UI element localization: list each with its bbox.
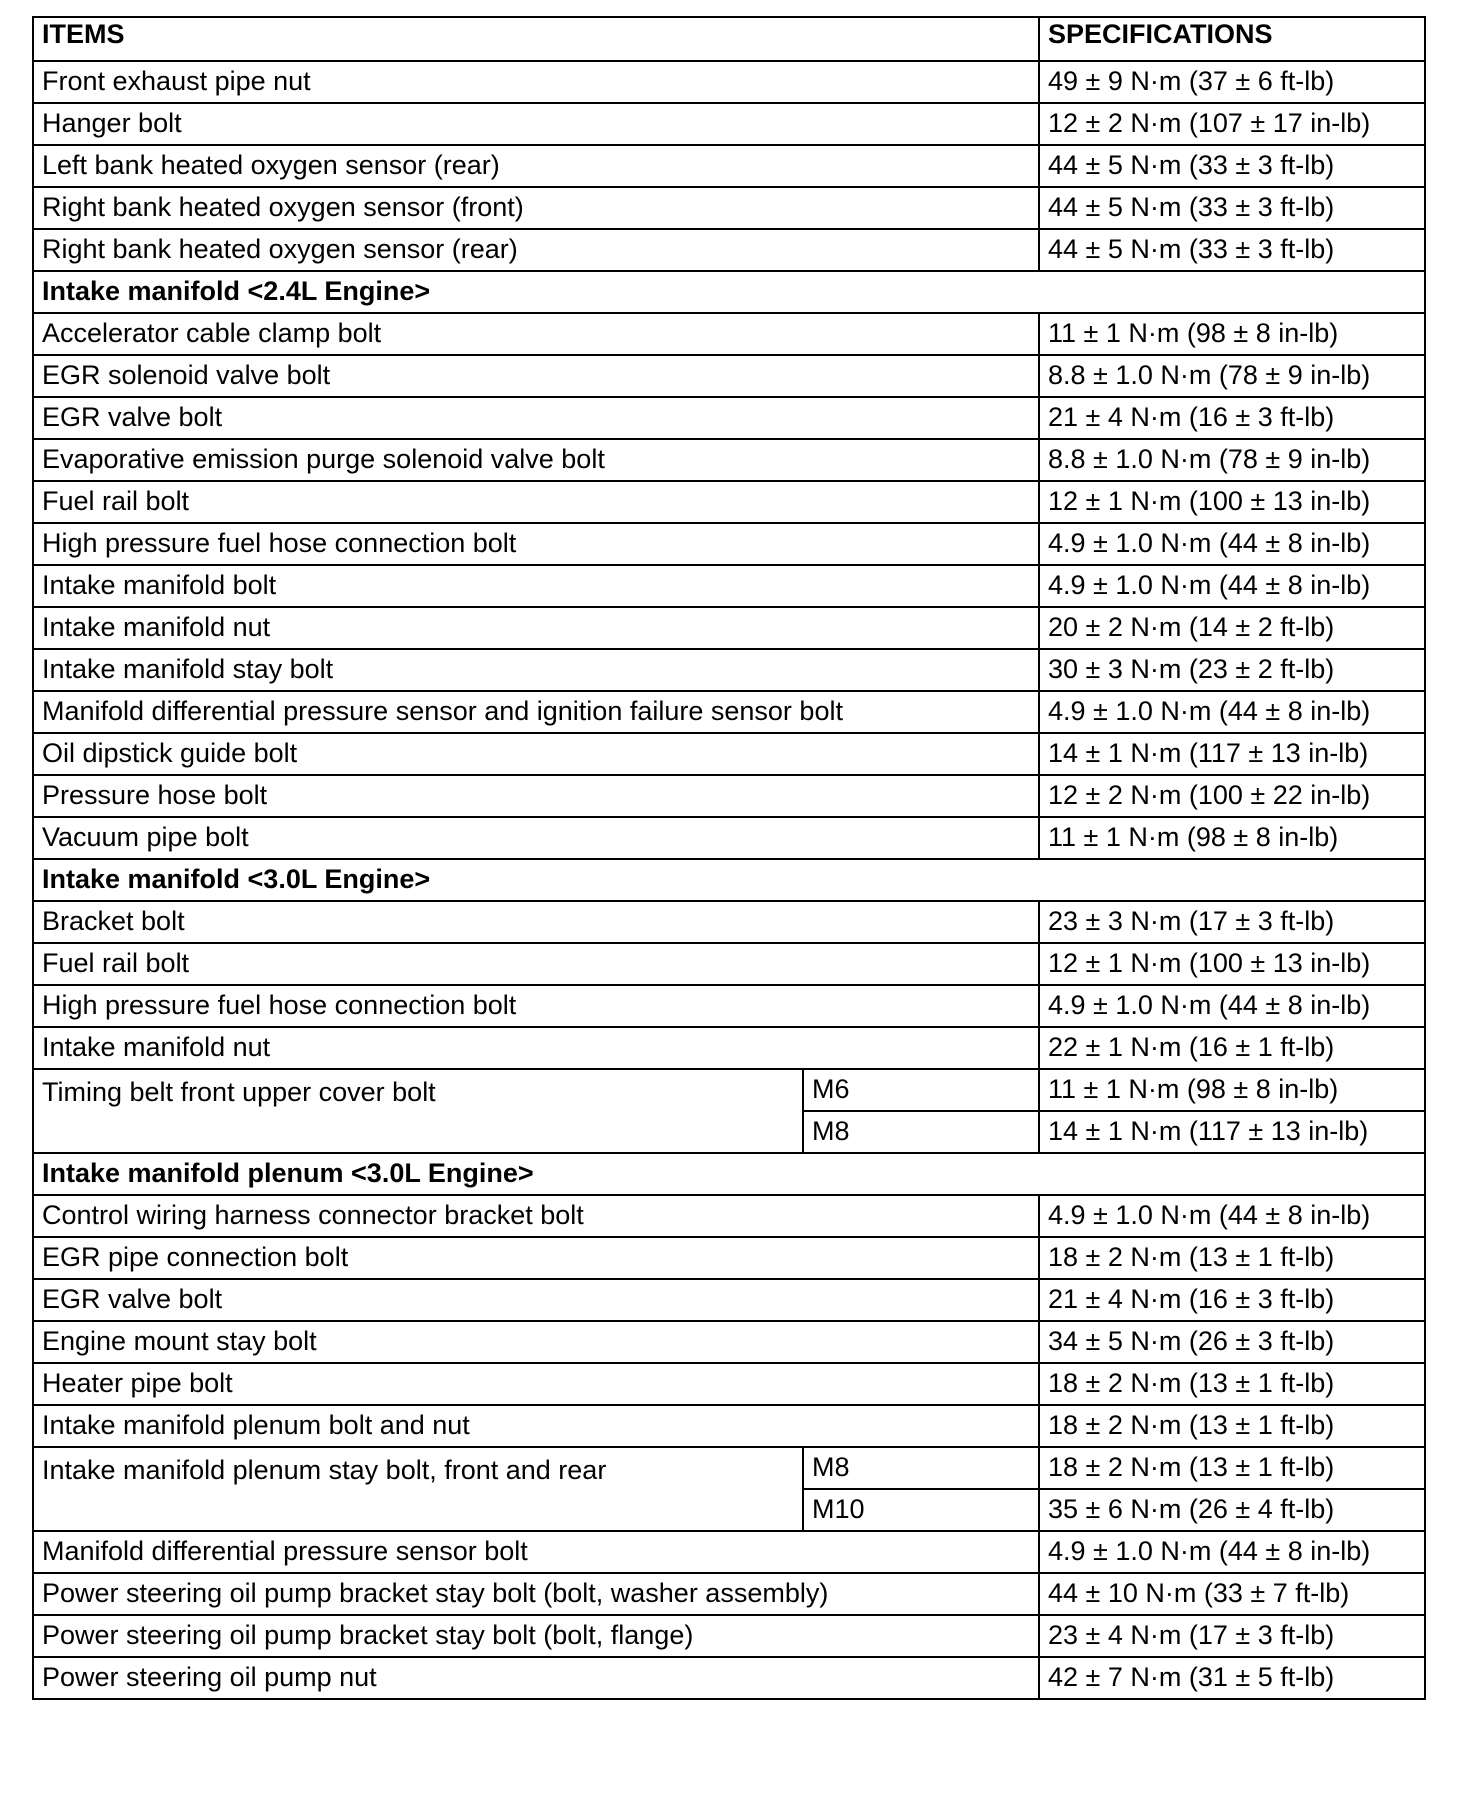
items-header: ITEMS bbox=[33, 17, 1039, 61]
item-cell: Intake manifold nut bbox=[33, 1027, 1039, 1069]
item-cell: Right bank heated oxygen sensor (front) bbox=[33, 187, 1039, 229]
spec-cell: 42 ± 7 N·m (31 ± 5 ft-lb) bbox=[1039, 1657, 1425, 1699]
table-row bbox=[33, 1195, 1425, 1237]
item-cell: Timing belt front upper cover bolt bbox=[33, 1069, 803, 1153]
section-row bbox=[33, 271, 1425, 313]
size-cell: M10 bbox=[803, 1489, 1039, 1531]
item-cell: EGR valve bolt bbox=[33, 1279, 1039, 1321]
section-title: Intake manifold <2.4L Engine> bbox=[33, 271, 1425, 313]
table-row bbox=[33, 1531, 1425, 1573]
item-cell: Intake manifold stay bolt bbox=[33, 649, 1039, 691]
spec-cell: 14 ± 1 N·m (117 ± 13 in-lb) bbox=[1039, 733, 1425, 775]
spec-cell: 18 ± 2 N·m (13 ± 1 ft-lb) bbox=[1039, 1237, 1425, 1279]
spec-cell: 8.8 ± 1.0 N·m (78 ± 9 in-lb) bbox=[1039, 355, 1425, 397]
spec-cell: 12 ± 2 N·m (100 ± 22 in-lb) bbox=[1039, 775, 1425, 817]
spec-cell: 4.9 ± 1.0 N·m (44 ± 8 in-lb) bbox=[1039, 565, 1425, 607]
item-cell: Accelerator cable clamp bolt bbox=[33, 313, 1039, 355]
table-row bbox=[33, 691, 1425, 733]
item-cell: Power steering oil pump nut bbox=[33, 1657, 1039, 1699]
table-row bbox=[33, 985, 1425, 1027]
table-row bbox=[33, 565, 1425, 607]
table-row bbox=[33, 1237, 1425, 1279]
item-cell: Fuel rail bolt bbox=[33, 943, 1039, 985]
item-cell: Manifold differential pressure sensor and ignition failure sensor bolt bbox=[33, 691, 1039, 733]
spec-cell: 12 ± 1 N·m (100 ± 13 in-lb) bbox=[1039, 481, 1425, 523]
spec-cell: 14 ± 1 N·m (117 ± 13 in-lb) bbox=[1039, 1111, 1425, 1153]
spec-cell: 18 ± 2 N·m (13 ± 1 ft-lb) bbox=[1039, 1447, 1425, 1489]
spec-cell: 11 ± 1 N·m (98 ± 8 in-lb) bbox=[1039, 313, 1425, 355]
size-cell: M8 bbox=[803, 1447, 1039, 1489]
table-row bbox=[33, 313, 1425, 355]
spec-cell: 49 ± 9 N·m (37 ± 6 ft-lb) bbox=[1039, 61, 1425, 103]
item-cell: Left bank heated oxygen sensor (rear) bbox=[33, 145, 1039, 187]
spec-cell: 23 ± 4 N·m (17 ± 3 ft-lb) bbox=[1039, 1615, 1425, 1657]
spec-cell: 18 ± 2 N·m (13 ± 1 ft-lb) bbox=[1039, 1405, 1425, 1447]
spec-cell: 4.9 ± 1.0 N·m (44 ± 8 in-lb) bbox=[1039, 523, 1425, 565]
size-cell: M6 bbox=[803, 1069, 1039, 1111]
table-row bbox=[33, 103, 1425, 145]
specifications-header: SPECIFICATIONS bbox=[1039, 17, 1425, 61]
table-row bbox=[33, 1405, 1425, 1447]
spec-cell: 21 ± 4 N·m (16 ± 3 ft-lb) bbox=[1039, 397, 1425, 439]
spec-cell: 4.9 ± 1.0 N·m (44 ± 8 in-lb) bbox=[1039, 985, 1425, 1027]
table-row bbox=[33, 1615, 1425, 1657]
table-row bbox=[33, 229, 1425, 271]
spec-cell: 12 ± 2 N·m (107 ± 17 in-lb) bbox=[1039, 103, 1425, 145]
item-cell: Power steering oil pump bracket stay bolt (bolt, washer assembly) bbox=[33, 1573, 1039, 1615]
table-row bbox=[33, 943, 1425, 985]
table-row bbox=[33, 1573, 1425, 1615]
table-row bbox=[33, 145, 1425, 187]
table-row bbox=[33, 481, 1425, 523]
spec-cell: 44 ± 5 N·m (33 ± 3 ft-lb) bbox=[1039, 145, 1425, 187]
table-row bbox=[33, 355, 1425, 397]
spec-cell: 44 ± 10 N·m (33 ± 7 ft-lb) bbox=[1039, 1573, 1425, 1615]
spec-cell: 44 ± 5 N·m (33 ± 3 ft-lb) bbox=[1039, 187, 1425, 229]
item-cell: Intake manifold nut bbox=[33, 607, 1039, 649]
item-cell: EGR solenoid valve bolt bbox=[33, 355, 1039, 397]
table-row bbox=[33, 1657, 1425, 1699]
item-cell: Engine mount stay bolt bbox=[33, 1321, 1039, 1363]
table-row bbox=[33, 901, 1425, 943]
table-row bbox=[33, 523, 1425, 565]
spec-cell: 8.8 ± 1.0 N·m (78 ± 9 in-lb) bbox=[1039, 439, 1425, 481]
table-row bbox=[33, 1447, 1425, 1489]
spec-cell: 20 ± 2 N·m (14 ± 2 ft-lb) bbox=[1039, 607, 1425, 649]
spec-cell: 35 ± 6 N·m (26 ± 4 ft-lb) bbox=[1039, 1489, 1425, 1531]
spec-cell: 18 ± 2 N·m (13 ± 1 ft-lb) bbox=[1039, 1363, 1425, 1405]
size-cell: M8 bbox=[803, 1111, 1039, 1153]
spec-cell: 22 ± 1 N·m (16 ± 1 ft-lb) bbox=[1039, 1027, 1425, 1069]
table-row bbox=[33, 1321, 1425, 1363]
table-row bbox=[33, 61, 1425, 103]
table-row bbox=[33, 607, 1425, 649]
table-row bbox=[33, 733, 1425, 775]
item-cell: Control wiring harness connector bracket bolt bbox=[33, 1195, 1039, 1237]
spec-cell: 23 ± 3 N·m (17 ± 3 ft-lb) bbox=[1039, 901, 1425, 943]
torque-spec-table bbox=[32, 16, 1426, 1700]
item-cell: Evaporative emission purge solenoid valve bolt bbox=[33, 439, 1039, 481]
table-row bbox=[33, 1279, 1425, 1321]
table-row bbox=[33, 1363, 1425, 1405]
table-row bbox=[33, 187, 1425, 229]
section-row bbox=[33, 1153, 1425, 1195]
item-cell: Bracket bolt bbox=[33, 901, 1039, 943]
spec-cell: 34 ± 5 N·m (26 ± 3 ft-lb) bbox=[1039, 1321, 1425, 1363]
section-row bbox=[33, 859, 1425, 901]
spec-cell: 21 ± 4 N·m (16 ± 3 ft-lb) bbox=[1039, 1279, 1425, 1321]
spec-cell: 4.9 ± 1.0 N·m (44 ± 8 in-lb) bbox=[1039, 1195, 1425, 1237]
item-cell: Manifold differential pressure sensor bolt bbox=[33, 1531, 1039, 1573]
table-row bbox=[33, 1027, 1425, 1069]
section-title: Intake manifold plenum <3.0L Engine> bbox=[33, 1153, 1425, 1195]
item-cell: Right bank heated oxygen sensor (rear) bbox=[33, 229, 1039, 271]
table-row bbox=[33, 649, 1425, 691]
item-cell: Fuel rail bolt bbox=[33, 481, 1039, 523]
spec-cell: 11 ± 1 N·m (98 ± 8 in-lb) bbox=[1039, 1069, 1425, 1111]
spec-cell: 30 ± 3 N·m (23 ± 2 ft-lb) bbox=[1039, 649, 1425, 691]
table-row bbox=[33, 1069, 1425, 1111]
spec-cell: 4.9 ± 1.0 N·m (44 ± 8 in-lb) bbox=[1039, 691, 1425, 733]
item-cell: High pressure fuel hose connection bolt bbox=[33, 985, 1039, 1027]
section-title: Intake manifold <3.0L Engine> bbox=[33, 859, 1425, 901]
item-cell: Hanger bolt bbox=[33, 103, 1039, 145]
spec-cell: 4.9 ± 1.0 N·m (44 ± 8 in-lb) bbox=[1039, 1531, 1425, 1573]
item-cell: High pressure fuel hose connection bolt bbox=[33, 523, 1039, 565]
table-row bbox=[33, 439, 1425, 481]
item-cell: EGR valve bolt bbox=[33, 397, 1039, 439]
table-body bbox=[33, 61, 1425, 1699]
table-row bbox=[33, 775, 1425, 817]
table-row bbox=[33, 397, 1425, 439]
item-cell: Oil dipstick guide bolt bbox=[33, 733, 1039, 775]
item-cell: Power steering oil pump bracket stay bolt (bolt, flange) bbox=[33, 1615, 1039, 1657]
spec-cell: 11 ± 1 N·m (98 ± 8 in-lb) bbox=[1039, 817, 1425, 859]
item-cell: Heater pipe bolt bbox=[33, 1363, 1039, 1405]
item-cell: Intake manifold plenum bolt and nut bbox=[33, 1405, 1039, 1447]
spec-cell: 12 ± 1 N·m (100 ± 13 in-lb) bbox=[1039, 943, 1425, 985]
header-row bbox=[33, 17, 1425, 61]
item-cell: Pressure hose bolt bbox=[33, 775, 1039, 817]
item-cell: Intake manifold bolt bbox=[33, 565, 1039, 607]
item-cell: Intake manifold plenum stay bolt, front and rear bbox=[33, 1447, 803, 1531]
table-row bbox=[33, 817, 1425, 859]
item-cell: Vacuum pipe bolt bbox=[33, 817, 1039, 859]
item-cell: Front exhaust pipe nut bbox=[33, 61, 1039, 103]
item-cell: EGR pipe connection bolt bbox=[33, 1237, 1039, 1279]
spec-cell: 44 ± 5 N·m (33 ± 3 ft-lb) bbox=[1039, 229, 1425, 271]
